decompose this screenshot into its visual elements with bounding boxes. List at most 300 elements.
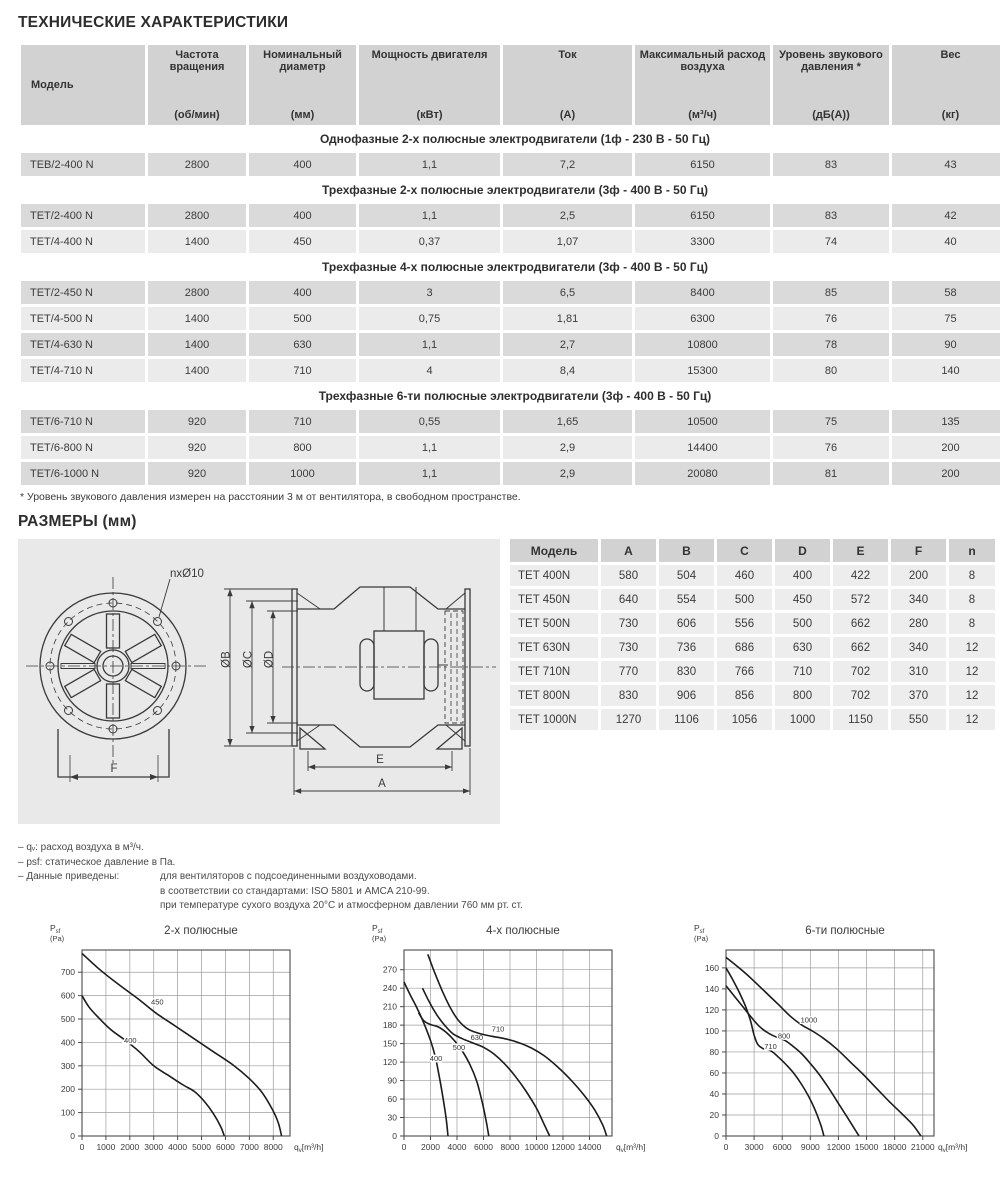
model-cell: TET/4-400 N: [21, 230, 145, 253]
svg-text:0: 0: [714, 1130, 719, 1141]
header-name: Ток: [558, 49, 577, 61]
value-cell: 400: [249, 153, 356, 176]
chart-notes: [18, 841, 985, 914]
value-cell: 1,65: [503, 410, 632, 433]
value-cell: 730: [601, 613, 656, 634]
spec-section-row: [21, 179, 1000, 201]
model-cell: TET 800N: [510, 685, 598, 706]
svg-text:15000: 15000: [854, 1141, 879, 1152]
svg-text:0: 0: [392, 1130, 397, 1141]
svg-text:(Pa): (Pa): [50, 933, 65, 943]
svg-text:180: 180: [382, 1019, 397, 1030]
svg-text:400: 400: [60, 1036, 75, 1047]
value-cell: 0,75: [359, 307, 500, 330]
svg-text:200: 200: [60, 1083, 75, 1094]
header-name: Вес: [940, 49, 961, 61]
value-cell: 662: [833, 613, 888, 634]
value-cell: 1,1: [359, 153, 500, 176]
dimensions-title: РАЗМЕРЫ (мм): [18, 513, 137, 530]
svg-text:4-х полюсные: 4-х полюсные: [486, 924, 560, 937]
value-cell: 856: [717, 685, 772, 706]
value-cell: 1400: [148, 359, 246, 382]
value-cell: 400: [249, 281, 356, 304]
header-name: Максимальный расход воздуха: [639, 49, 766, 73]
svg-text:6000: 6000: [772, 1141, 792, 1152]
value-cell: 2800: [148, 281, 246, 304]
svg-text:30: 30: [387, 1112, 397, 1123]
svg-text:Psf: $P_{sf}$: [372, 922, 383, 935]
value-cell: 1000: [775, 709, 830, 730]
value-cell: 460: [717, 565, 772, 586]
value-cell: 450: [249, 230, 356, 253]
svg-text:(Pa): (Pa): [694, 933, 709, 943]
svg-text:120: 120: [704, 1004, 719, 1015]
value-cell: 8: [949, 565, 995, 586]
value-cell: 6300: [635, 307, 770, 330]
svg-text:20: 20: [709, 1109, 719, 1120]
svg-text:3000: 3000: [144, 1141, 164, 1152]
value-cell: 20080: [635, 462, 770, 485]
note-data-label: – Данные приведены:: [18, 871, 120, 882]
spec-col-header-text: [25, 49, 141, 121]
spec-table: [18, 42, 1000, 488]
label-diameter-d: ØD: [263, 650, 276, 669]
curve-label-630: 630: [470, 1032, 484, 1042]
value-cell: 7,2: [503, 153, 632, 176]
dims-col-header: B: [659, 539, 714, 562]
model-cell: TET/6-800 N: [21, 436, 145, 459]
svg-text:qv[m³/h]: $q_v[m^3/h]$: [616, 1141, 646, 1154]
svg-text:600: 600: [60, 990, 75, 1001]
svg-text:3000: 3000: [744, 1141, 764, 1152]
value-cell: 550: [891, 709, 946, 730]
svg-text:150: 150: [382, 1038, 397, 1049]
value-cell: 1,81: [503, 307, 632, 330]
value-cell: 770: [601, 661, 656, 682]
svg-text:6-ти полюсные: 6-ти полюсные: [805, 924, 885, 937]
svg-text:210: 210: [382, 1001, 397, 1012]
spec-section-title: Однофазные 2-х полюсные электродвигатели (1ф - 230 В - 50 Гц): [21, 128, 1000, 150]
svg-text:90: 90: [387, 1075, 397, 1086]
value-cell: 370: [891, 685, 946, 706]
value-cell: 6150: [635, 153, 770, 176]
spec-col-header-text: [896, 49, 1000, 121]
value-cell: 0,55: [359, 410, 500, 433]
value-cell: 12: [949, 637, 995, 658]
label-bolt-holes: nxØ10: [170, 568, 204, 580]
table-row: [21, 359, 1000, 382]
note-data-item: для вентиляторов с подсоединенными воздуховодами.: [160, 871, 417, 882]
svg-text:4000: 4000: [168, 1141, 188, 1152]
value-cell: 710: [775, 661, 830, 682]
spec-col-header: [359, 45, 500, 125]
table-row: [21, 153, 1000, 176]
table-row: [510, 637, 995, 658]
model-cell: TET/6-710 N: [21, 410, 145, 433]
value-cell: 702: [833, 661, 888, 682]
spec-col-header-text: [253, 49, 352, 121]
svg-text:300: 300: [60, 1060, 75, 1071]
table-row: [21, 281, 1000, 304]
spec-col-header: [773, 45, 889, 125]
header-unit: (м³/ч): [688, 109, 717, 121]
svg-text:10000: 10000: [524, 1141, 549, 1152]
value-cell: 730: [601, 637, 656, 658]
dimensions-section: [18, 539, 985, 824]
svg-text:80: 80: [709, 1046, 719, 1057]
value-cell: 140: [892, 359, 1000, 382]
value-cell: 1400: [148, 307, 246, 330]
svg-text:Psf: $P_{sf}$: [694, 922, 705, 935]
svg-text:2000: 2000: [421, 1141, 440, 1152]
spec-section-title: Трехфазные 4-х полюсные электродвигатели (3ф - 400 В - 50 Гц): [21, 256, 1000, 278]
value-cell: 2800: [148, 204, 246, 227]
page-title: ТЕХНИЧЕСКИЕ ХАРАКТЕРИСТИКИ: [18, 14, 289, 31]
value-cell: 42: [892, 204, 1000, 227]
svg-text:60: 60: [709, 1067, 719, 1078]
value-cell: 1400: [148, 333, 246, 356]
performance-charts: [18, 920, 985, 1178]
svg-text:100: 100: [60, 1107, 75, 1118]
svg-text:7000: 7000: [239, 1141, 259, 1152]
spec-col-header: [249, 45, 356, 125]
value-cell: 83: [773, 204, 889, 227]
dims-col-header: F: [891, 539, 946, 562]
curve-450: [82, 953, 282, 1136]
value-cell: 3: [359, 281, 500, 304]
value-cell: 920: [148, 436, 246, 459]
value-cell: 1106: [659, 709, 714, 730]
note-data-item: в соответствии со стандартами: ISO 5801 и AMCA 210-99.: [160, 885, 430, 897]
header-name: Модель: [31, 79, 74, 91]
header-name: Номинальный диаметр: [263, 49, 342, 73]
dims-col-header: D: [775, 539, 830, 562]
svg-text:2000: 2000: [120, 1141, 140, 1152]
model-cell: TET/2-450 N: [21, 281, 145, 304]
dims-col-header: E: [833, 539, 888, 562]
svg-text:8000: 8000: [500, 1141, 520, 1152]
value-cell: 75: [892, 307, 1000, 330]
value-cell: 12: [949, 685, 995, 706]
svg-text:0: 0: [70, 1130, 75, 1141]
value-cell: 920: [148, 410, 246, 433]
spec-section-row: [21, 128, 1000, 150]
value-cell: 800: [775, 685, 830, 706]
curve-label-400: 400: [429, 1053, 443, 1063]
value-cell: 14400: [635, 436, 770, 459]
svg-text:60: 60: [387, 1093, 397, 1104]
chart-2-х полюсные: [20, 920, 342, 1178]
value-cell: 766: [717, 661, 772, 682]
svg-text:qv[m³/h]: $q_v[m^3/h]$: [938, 1141, 968, 1154]
chart-4-х полюсные: [342, 920, 664, 1178]
value-cell: 1,1: [359, 333, 500, 356]
value-cell: 1400: [148, 230, 246, 253]
note-data-items: [160, 870, 523, 914]
spec-table-header: [21, 45, 1000, 125]
value-cell: 15300: [635, 359, 770, 382]
table-row: [21, 462, 1000, 485]
model-cell: TET/4-630 N: [21, 333, 145, 356]
svg-text:700: 700: [60, 966, 75, 977]
svg-text:1000: 1000: [96, 1141, 116, 1152]
note-qv: – qᵥ: расход воздуха в м³/ч.: [18, 842, 144, 853]
note-psf: – psf: статическое давление в Па.: [18, 856, 176, 868]
value-cell: 1000: [249, 462, 356, 485]
spec-col-header-text: [507, 49, 628, 121]
value-cell: 1,1: [359, 436, 500, 459]
value-cell: 8,4: [503, 359, 632, 382]
value-cell: 6,5: [503, 281, 632, 304]
value-cell: 0,37: [359, 230, 500, 253]
value-cell: 4: [359, 359, 500, 382]
value-cell: 81: [773, 462, 889, 485]
value-cell: 606: [659, 613, 714, 634]
model-cell: TET 500N: [510, 613, 598, 634]
spec-col-header: [148, 45, 246, 125]
value-cell: 6150: [635, 204, 770, 227]
value-cell: 43: [892, 153, 1000, 176]
dims-col-header: A: [601, 539, 656, 562]
header-name: Частота вращения: [169, 49, 225, 73]
value-cell: 1056: [717, 709, 772, 730]
model-cell: TEB/2-400 N: [21, 153, 145, 176]
value-cell: 200: [891, 565, 946, 586]
value-cell: 200: [892, 462, 1000, 485]
value-cell: 400: [775, 565, 830, 586]
label-diameter-c: ØC: [242, 650, 255, 669]
table-row: [510, 613, 995, 634]
value-cell: 572: [833, 589, 888, 610]
svg-text:6000: 6000: [474, 1141, 493, 1152]
value-cell: 1270: [601, 709, 656, 730]
value-cell: 75: [773, 410, 889, 433]
value-cell: 686: [717, 637, 772, 658]
value-cell: 1,1: [359, 204, 500, 227]
value-cell: 340: [891, 637, 946, 658]
table-row: [21, 204, 1000, 227]
spec-col-header-text: [363, 49, 496, 121]
svg-text:(Pa): (Pa): [372, 933, 387, 943]
value-cell: 12: [949, 661, 995, 682]
svg-text:240: 240: [382, 982, 397, 993]
dims-col-header: C: [717, 539, 772, 562]
label-diameter-b: ØB: [220, 651, 233, 668]
table-row: [21, 333, 1000, 356]
spec-col-header: [892, 45, 1000, 125]
table-row: [510, 589, 995, 610]
dimensions-table: [507, 536, 998, 733]
table-row: [21, 307, 1000, 330]
model-cell: TET 450N: [510, 589, 598, 610]
value-cell: 1,1: [359, 462, 500, 485]
spec-col-header: [21, 45, 145, 125]
table-row: [510, 565, 995, 586]
spec-footnote: * Уровень звукового давления измерен на расстоянии 3 м от вентилятора, в свободном пространстве.: [20, 491, 521, 503]
svg-text:0: 0: [723, 1141, 729, 1152]
spec-section-title: Трехфазные 2-х полюсные электродвигатели (3ф - 400 В - 50 Гц): [21, 179, 1000, 201]
value-cell: 906: [659, 685, 714, 706]
dims-col-header: Модель: [510, 539, 598, 562]
model-cell: TET 1000N: [510, 709, 598, 730]
label-e: E: [376, 754, 384, 766]
value-cell: 78: [773, 333, 889, 356]
curve-label-800: 800: [777, 1030, 791, 1040]
value-cell: 500: [775, 613, 830, 634]
spec-section-row: [21, 256, 1000, 278]
value-cell: 76: [773, 436, 889, 459]
value-cell: 630: [775, 637, 830, 658]
svg-text:18000: 18000: [882, 1141, 907, 1152]
value-cell: 2,9: [503, 462, 632, 485]
note-data-item: при температуре сухого воздуха 20°C и атмосферном давлении 760 мм рт. ст.: [160, 900, 523, 911]
side-view: [224, 587, 496, 795]
spec-section-row: [21, 385, 1000, 407]
svg-text:160: 160: [704, 962, 719, 973]
value-cell: 8400: [635, 281, 770, 304]
svg-text:0: 0: [79, 1141, 85, 1152]
value-cell: 580: [601, 565, 656, 586]
svg-text:120: 120: [382, 1056, 397, 1067]
table-row: [21, 436, 1000, 459]
value-cell: 2800: [148, 153, 246, 176]
svg-text:12000: 12000: [826, 1141, 851, 1152]
value-cell: 80: [773, 359, 889, 382]
curve-label-1000: 1000: [800, 1015, 818, 1025]
value-cell: 85: [773, 281, 889, 304]
label-a: A: [378, 778, 386, 790]
value-cell: 500: [249, 307, 356, 330]
header-name: Мощность двигателя: [371, 49, 488, 61]
chart-svg-2: [664, 920, 986, 1178]
value-cell: 8: [949, 589, 995, 610]
curve-label-710: 710: [491, 1023, 505, 1033]
value-cell: 630: [249, 333, 356, 356]
spec-col-header-text: [777, 49, 885, 121]
svg-text:2-х полюсные: 2-х полюсные: [164, 924, 238, 937]
value-cell: 736: [659, 637, 714, 658]
value-cell: 83: [773, 153, 889, 176]
svg-text:14000: 14000: [577, 1141, 602, 1152]
spec-col-header: [503, 45, 632, 125]
dimensions-table-header: [510, 539, 995, 562]
table-row: [21, 410, 1000, 433]
dims-col-header: n: [949, 539, 995, 562]
value-cell: 2,7: [503, 333, 632, 356]
header-unit: (мм): [290, 109, 315, 121]
value-cell: 554: [659, 589, 714, 610]
spec-col-header-text: [152, 49, 242, 121]
label-f: F: [110, 763, 118, 775]
value-cell: 76: [773, 307, 889, 330]
value-cell: 3300: [635, 230, 770, 253]
svg-text:4000: 4000: [447, 1141, 467, 1152]
svg-text:qv[m³/h]: $q_v[m^3/h]$: [294, 1141, 324, 1154]
table-row: [510, 685, 995, 706]
svg-text:21000: 21000: [910, 1141, 935, 1152]
spec-col-header: [635, 45, 770, 125]
value-cell: 800: [249, 436, 356, 459]
value-cell: 504: [659, 565, 714, 586]
header-unit: (дБ(А)): [812, 109, 850, 121]
front-view: [26, 577, 208, 782]
value-cell: 280: [891, 613, 946, 634]
value-cell: 640: [601, 589, 656, 610]
value-cell: 2,9: [503, 436, 632, 459]
curve-label-500: 500: [452, 1042, 466, 1052]
value-cell: 662: [833, 637, 888, 658]
value-cell: 200: [892, 436, 1000, 459]
curve-label-450: 450: [151, 997, 164, 1007]
value-cell: 710: [249, 410, 356, 433]
fan-drawing-svg: [18, 539, 500, 824]
value-cell: 556: [717, 613, 772, 634]
svg-text:9000: 9000: [800, 1141, 820, 1152]
value-cell: 58: [892, 281, 1000, 304]
value-cell: 135: [892, 410, 1000, 433]
value-cell: 74: [773, 230, 889, 253]
model-cell: TET 710N: [510, 661, 598, 682]
svg-text:270: 270: [382, 964, 397, 975]
value-cell: 40: [892, 230, 1000, 253]
svg-text:Psf: $P_{sf}$: [50, 922, 61, 935]
model-cell: TET/2-400 N: [21, 204, 145, 227]
spec-section-title: Трехфазные 6-ти полюсные электродвигатели (3ф - 400 В - 50 Гц): [21, 385, 1000, 407]
value-cell: 500: [717, 589, 772, 610]
table-row: [21, 230, 1000, 253]
value-cell: 90: [892, 333, 1000, 356]
value-cell: 10500: [635, 410, 770, 433]
value-cell: 830: [601, 685, 656, 706]
header-unit: (А): [559, 109, 576, 121]
svg-text:100: 100: [704, 1025, 719, 1036]
header-unit: (об/мин): [174, 109, 220, 121]
svg-text:6000: 6000: [215, 1141, 235, 1152]
svg-text:12000: 12000: [551, 1141, 575, 1152]
value-cell: 2,5: [503, 204, 632, 227]
svg-text:5000: 5000: [192, 1141, 212, 1152]
value-cell: 1150: [833, 709, 888, 730]
model-cell: TET 630N: [510, 637, 598, 658]
value-cell: 450: [775, 589, 830, 610]
value-cell: 400: [249, 204, 356, 227]
header-unit: (кВт): [416, 109, 443, 121]
value-cell: 1,07: [503, 230, 632, 253]
curve-label-400: 400: [124, 1035, 137, 1045]
model-cell: TET/4-500 N: [21, 307, 145, 330]
value-cell: 12: [949, 709, 995, 730]
value-cell: 8: [949, 613, 995, 634]
curve-label-710: 710: [764, 1041, 777, 1051]
value-cell: 10800: [635, 333, 770, 356]
table-row: [510, 661, 995, 682]
chart-svg-0: [20, 920, 342, 1178]
svg-text:8000: 8000: [263, 1141, 283, 1152]
fan-technical-drawing: [18, 539, 500, 824]
svg-text:0: 0: [401, 1141, 407, 1152]
value-cell: 920: [148, 462, 246, 485]
value-cell: 710: [249, 359, 356, 382]
value-cell: 310: [891, 661, 946, 682]
svg-text:500: 500: [60, 1013, 75, 1024]
spec-col-header-text: [639, 49, 766, 121]
table-row: [510, 709, 995, 730]
curve-1000: [726, 957, 921, 1136]
header-unit: (кг): [941, 109, 960, 121]
chart-6-ти полюсные: [664, 920, 986, 1178]
value-cell: 702: [833, 685, 888, 706]
model-cell: TET/4-710 N: [21, 359, 145, 382]
